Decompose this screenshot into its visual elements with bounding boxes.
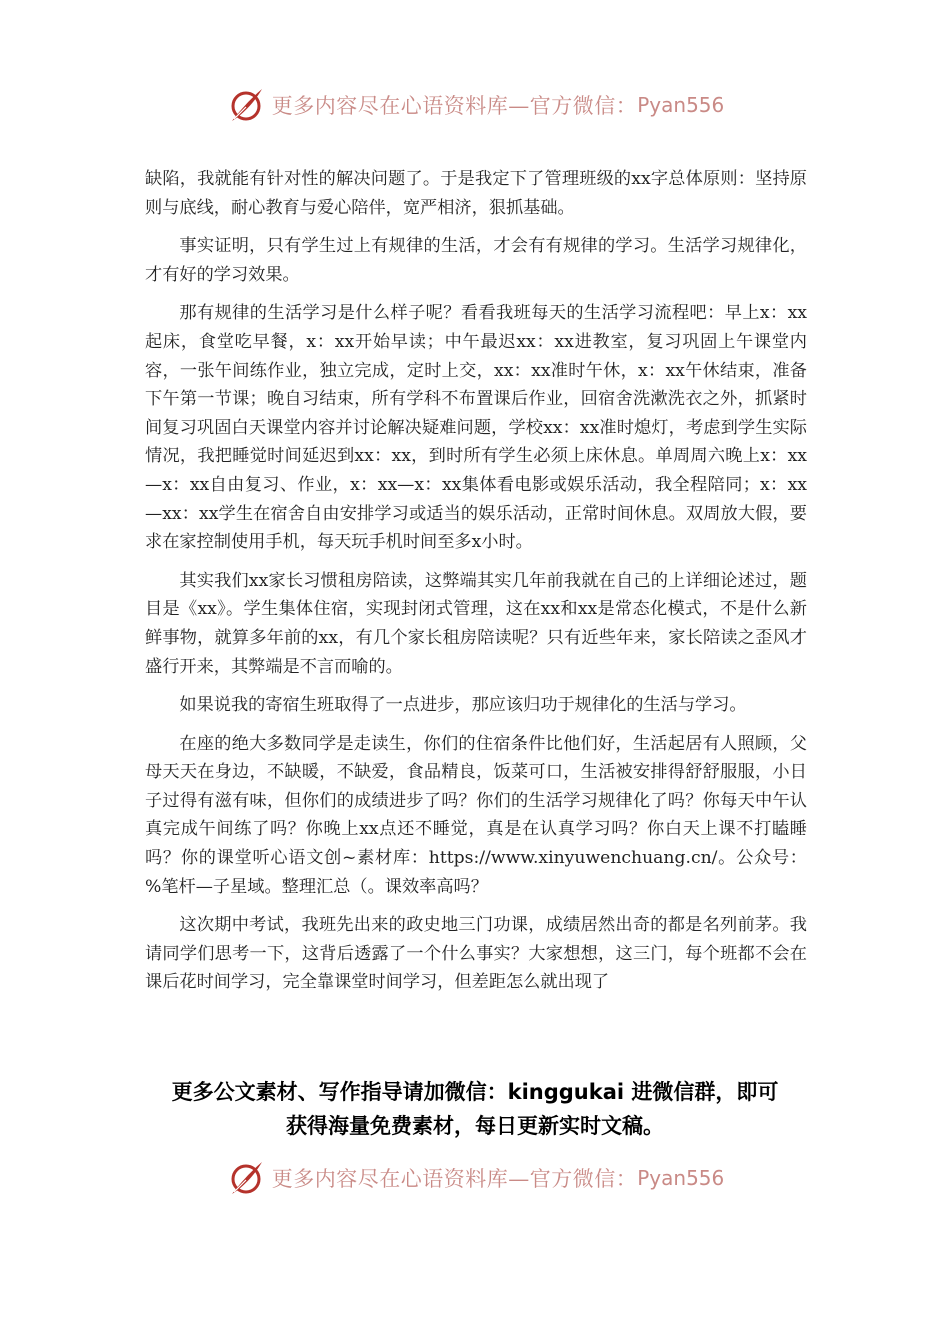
paragraph-7: 这次期中考试，我班先出来的政史地三门功课，成绩居然出奇的都是名列前茅。我请同学们思考一下，这背后透露了一个什么事实？大家想想，这三门，每个班都不会在课后花时间学习，完全靠课堂时间学习，但差距怎么就出现了: [145, 915, 807, 993]
footer-banner-text: 更多内容尽在心语资料库—官方微信：: [271, 1167, 638, 1191]
paragraph-1: 缺陷，我就能有针对性的解决问题了。于是我定下了管理班级的xx字总体原则：坚持原则与底线，耐心教育与爱心陪伴，宽严相济，狠抓基础。: [145, 169, 807, 218]
paragraph-6: 在座的绝大多数同学是走读生，你们的住宿条件比他们好，生活起居有人照顾，父母天天在身边，不缺暖，不缺爱，食品精良，饭菜可口，生活被安排得舒舒服服，小日子过得有滋有味，但你们的成绩进步了吗？你们的生活学习规律化了吗？你每天中午认真完成午间练了吗？你晚上xx点还不睡觉，真是在认真学习吗？你白天上课不打瞌睡吗？你的课堂听心语文创~素材库：https://www.xinyuwenchuang.cn/。公众号：%笔杆—子星域。整理汇总（。课效率高吗？: [145, 733, 807, 897]
article-body: [145, 165, 807, 1062]
wechat-ad-line-1: 更多公文素材、写作指导请加微信：kinggukai 进微信群，即可: [171, 1080, 779, 1104]
header-banner: [0, 80, 950, 130]
header-banner-text: 更多内容尽在心语资料库—官方微信：: [271, 94, 638, 118]
quill-logo-icon: [226, 85, 266, 125]
paragraph-4: 其实我们xx家长习惯租房陪读，这弊端其实几年前我就在自己的上详细论述过，题目是《xx》。学生集体住宿，实现封闭式管理，这在xx和xx是常态化模式，不是什么新鲜事物，就算多年前的xx，有几个家长租房陪读呢？只有近些年来，家长陪读之歪风才盛行开来，其弊端是不言而喻的。: [145, 570, 807, 677]
paragraph-3: 那有规律的生活学习是什么样子呢？看看我班每天的生活学习流程吧：早上x：xx起床，食堂吃早餐，x：xx开始早读；中午最迟xx：xx进教室，复习巩固上午课堂内容，一张午间练作业，独立完成，定时上交，xx：xx准时午休，x：xx午休结束，准备下午第一节课；晚自习结束，所有学科不布置课后作业，回宿舍洗漱洗衣之外，抓紧时间复习巩固白天课堂内容并讨论解决疑难问题，学校xx：xx准时熄灯，考虑到学生实际情况，我把睡觉时间延迟到xx：xx，到时所有学生必须上床休息。单周周六晚上x：xx—x：xx自由复习、作业，x：xx—x：xx集体看电影或娱乐活动，我全程陪同；x：xx—xx：xx学生在宿舍自由安排学习或适当的娱乐活动，正常时间休息。双周放大假，要求在家控制使用手机，每天玩手机时间至多x小时。: [145, 303, 807, 553]
footer-banner: [0, 1153, 950, 1203]
paragraph-2: 事实证明，只有学生过上有规律的生活，才会有有规律的学习。生活学习规律化，才有好的学习效果。: [145, 236, 807, 285]
wechat-ad: [100, 1075, 850, 1143]
header-banner-wechat-id: Pyan556: [637, 93, 725, 117]
paragraph-5: 如果说我的寄宿生班取得了一点进步，那应该归功于规律化的生活与学习。: [179, 695, 747, 716]
wechat-ad-line-2: 获得海量免费素材，每日更新实时文稿。: [286, 1114, 664, 1138]
quill-logo-icon: [226, 1158, 266, 1198]
footer-banner-wechat-id: Pyan556: [637, 1166, 725, 1190]
